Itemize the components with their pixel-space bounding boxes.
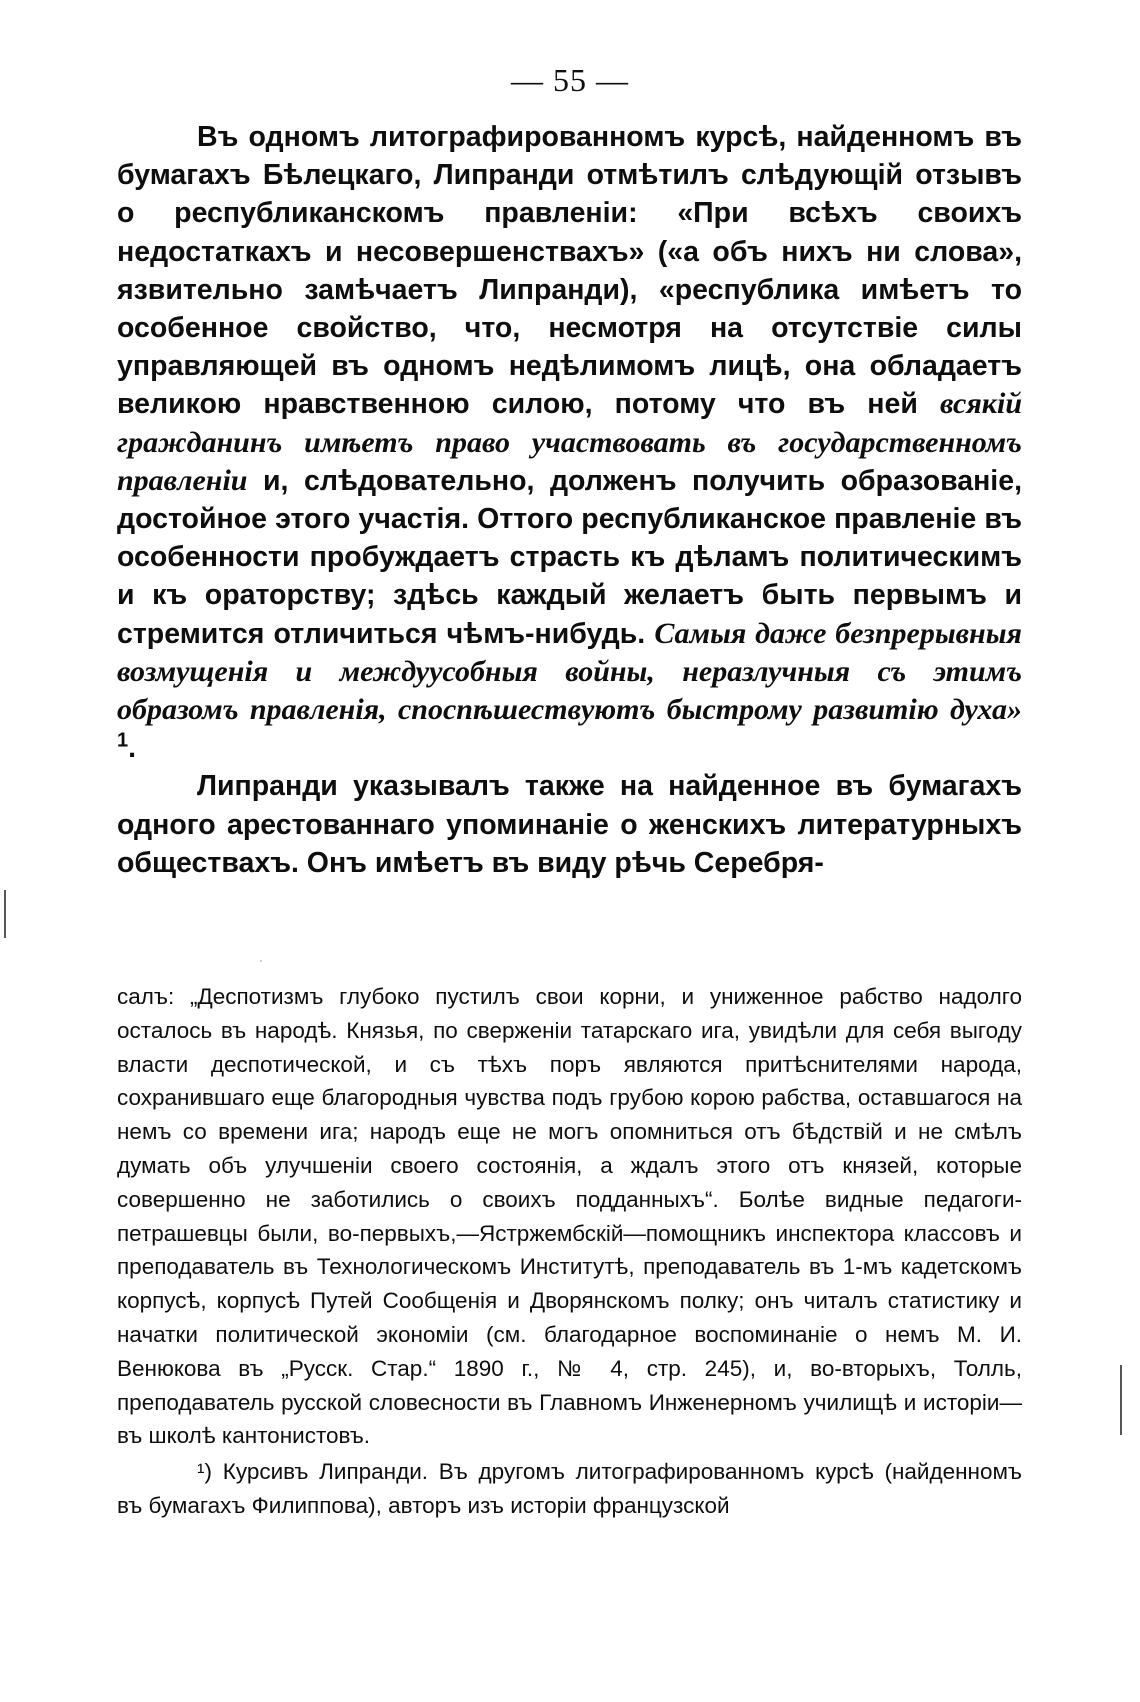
- footnote-reference: 1: [117, 729, 129, 752]
- footnote-continuation: салъ: „Деспотизмъ глубоко пустилъ свои корни, и униженное рабство надолго осталось въ народѣ. Князья, по сверженіи татарскаго ига, увидѣли для себя выгоду власти деспотической, и съ тѣхъ поръ являются притѣснителями народа, сохранившаго еще благородныя чувства подъ грубою корою рабства, оставшагося на немъ со времени ига; народъ еще не могъ опомниться отъ бѣдствій и не смѣлъ думать объ улучшеніи своего состоянія, а ждалъ этого отъ князей, которые совершенно не заботились о своихъ подданныхъ“. Болѣе видные педагоги-петрашевцы были, во-первыхъ,—Ястржембскій—помощникъ инспектора классовъ и преподаватель въ Технологическомъ Институтѣ, преподаватель въ 1-мъ кадетскомъ корпусѣ, корпусѣ Путей Сообщенія и Дворянскомъ полку; онъ читалъ статистику и начатки политической экономіи (см. благодарное воспоминаніе о немъ М. И. Венюкова въ „Русск. Стар.“ 1890 г., № 4, стр. 245), и, во-вторыхъ, Толль, преподаватель русской словесности въ Главномъ Инженерномъ училищѣ и исторіи—въ школѣ кантонистовъ.: [117, 984, 1022, 1449]
- body-text: Въ одномъ литографированномъ курсѣ, найденномъ въ бумагахъ Бѣлецкаго, Липранди отмѣтилъ слѣдующій отзывъ о республиканскомъ правленіи: «При всѣхъ своихъ недостаткахъ и несовершенствахъ» («а объ нихъ ни слова», язвительно замѣчаетъ Липранди), «республика имѣетъ то особенное свойство, что, несмотря на отсутствіе силы управляющей въ одномъ недѣлимомъ лицѣ, она обладаетъ великою нравственною силою, потому что въ ней: [117, 121, 1022, 421]
- scan-edge-mark: [4, 890, 6, 938]
- footnote: [117, 1455, 1022, 1523]
- footnote-separator: [260, 960, 262, 962]
- body-text: .: [128, 732, 137, 765]
- page-number: — 55 —: [511, 62, 629, 98]
- footnotes: [117, 980, 1022, 1523]
- paragraph: [117, 118, 1022, 767]
- italic-quote: Самыя даже безпрерывныя возмущенія и междуусобныя войны, неразлучныя съ этимъ образомъ правленія, споспѣшествуютъ быстрому развитію духа»: [117, 616, 1022, 727]
- footnote-text: Курсивъ Липранди. Въ другомъ литографированномъ курсѣ (найденномъ въ бумагахъ Филиппова), авторъ изъ исторіи французской: [117, 1459, 1022, 1518]
- paragraph: Липранди указывалъ также на найденное въ бумагахъ одного арестованнаго упоминаніе о женскихъ литературныхъ обществахъ. Онъ имѣетъ въ виду рѣчь Серебря-: [117, 770, 1022, 879]
- footnote-marker: ¹): [197, 1459, 212, 1485]
- scan-edge-mark: [1120, 1365, 1122, 1435]
- main-text: [117, 118, 1022, 882]
- body-text: и, слѣдовательно, долженъ получить образованіе, достойное этого участія. Оттого республиканское правленіе въ особенности пробуждаетъ страсть къ дѣламъ политическимъ и къ ораторству; здѣсь каждый желаетъ быть первымъ и стремится отличиться чѣмъ-нибудь.: [117, 464, 1022, 650]
- italic-quote: всякій гражданинъ имѣетъ право участвовать въ государственномъ правленіи: [117, 387, 1023, 497]
